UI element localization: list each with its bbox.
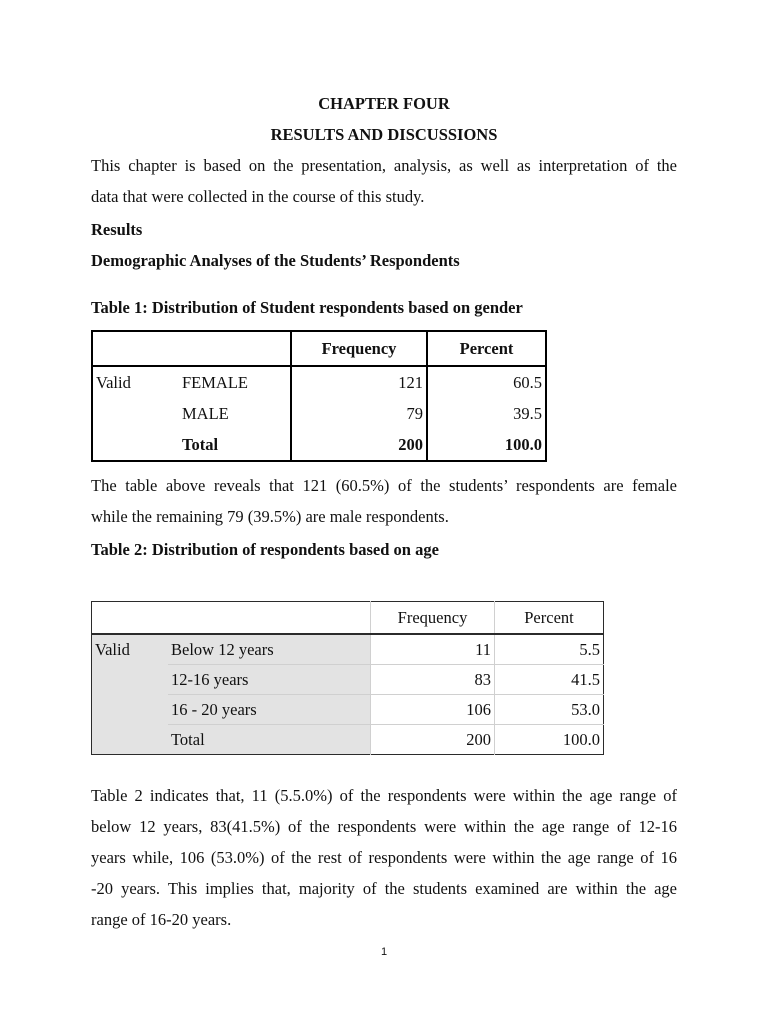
total-percent-cell: 100.0 (495, 725, 604, 755)
discussion-line: range of 16-20 years. (91, 910, 232, 929)
table-header-row (92, 602, 604, 635)
frequency-cell: 11 (371, 634, 495, 665)
group-cell: Valid (96, 373, 131, 392)
age-table (91, 601, 604, 755)
total-frequency-cell: 200 (291, 429, 427, 461)
table-header-row (92, 331, 546, 366)
table-total-row (92, 725, 604, 755)
frequency-header: Frequency (291, 331, 427, 366)
table-header-cell (168, 602, 371, 635)
discussion-line: -20 years. This implies that, majority of the students examined are within the age (91, 879, 677, 898)
chapter-title: CHAPTER FOUR (318, 94, 450, 113)
percent-cell: 39.5 (427, 398, 546, 429)
section-title: RESULTS AND DISCUSSIONS (270, 125, 498, 144)
results-heading: Results (91, 220, 143, 239)
percent-cell: 5.5 (495, 634, 604, 665)
group-cell (92, 665, 169, 695)
total-label-cell: Total (182, 435, 219, 454)
table1-discussion (91, 470, 677, 532)
discussion-line: while the remaining 79 (39.5%) are male respondents. (91, 507, 449, 526)
percent-cell: 60.5 (427, 366, 546, 398)
frequency-cell: 121 (291, 366, 427, 398)
table2-caption: Table 2: Distribution of respondents based on age (91, 540, 439, 559)
table-header-cell (179, 331, 291, 366)
frequency-cell: 83 (371, 665, 495, 695)
intro-line: This chapter is based on the presentation, analysis, as well as interpretation of the (91, 156, 677, 175)
table1-caption: Table 1: Distribution of Student respondents based on gender (91, 298, 523, 317)
label-cell: 12-16 years (168, 665, 371, 695)
percent-header: Percent (495, 602, 604, 635)
demographic-heading: Demographic Analyses of the Students’ Respondents (91, 251, 460, 270)
group-cell: Valid (92, 634, 169, 665)
discussion-line: The table above reveals that 121 (60.5%) of the students’ respondents are female (91, 476, 677, 495)
percent-header: Percent (427, 331, 546, 366)
table-header-cell (92, 602, 169, 635)
label-cell: Below 12 years (168, 634, 371, 665)
group-cell (92, 429, 179, 461)
discussion-line: Table 2 indicates that, 11 (5.5.0%) of the respondents were within the age range of (91, 786, 677, 805)
percent-cell: 41.5 (495, 665, 604, 695)
frequency-cell: 106 (371, 695, 495, 725)
page-number: 1 (380, 946, 388, 958)
gender-table (91, 330, 547, 462)
table-row (92, 634, 604, 665)
group-cell (92, 725, 169, 755)
table-row (92, 366, 546, 398)
intro-line: data that were collected in the course of this study. (91, 187, 425, 206)
table-row (92, 665, 604, 695)
table-total-row (92, 429, 546, 461)
table2-discussion (91, 780, 677, 935)
frequency-header: Frequency (371, 602, 495, 635)
total-label-cell: Total (168, 725, 371, 755)
label-cell: FEMALE (182, 373, 248, 392)
table-row (92, 695, 604, 725)
discussion-line: years while, 106 (53.0%) of the rest of respondents were within the age range of 16 (91, 848, 677, 867)
frequency-cell: 79 (291, 398, 427, 429)
discussion-line: below 12 years, 83(41.5%) of the respondents were within the age range of 12-16 (91, 817, 677, 836)
intro-paragraph (91, 150, 677, 212)
group-cell (92, 695, 169, 725)
total-frequency-cell: 200 (371, 725, 495, 755)
table-header-cell (92, 331, 179, 366)
label-cell: MALE (182, 404, 229, 423)
table-row (92, 398, 546, 429)
group-cell (92, 398, 179, 429)
percent-cell: 53.0 (495, 695, 604, 725)
label-cell: 16 - 20 years (168, 695, 371, 725)
total-percent-cell: 100.0 (427, 429, 546, 461)
